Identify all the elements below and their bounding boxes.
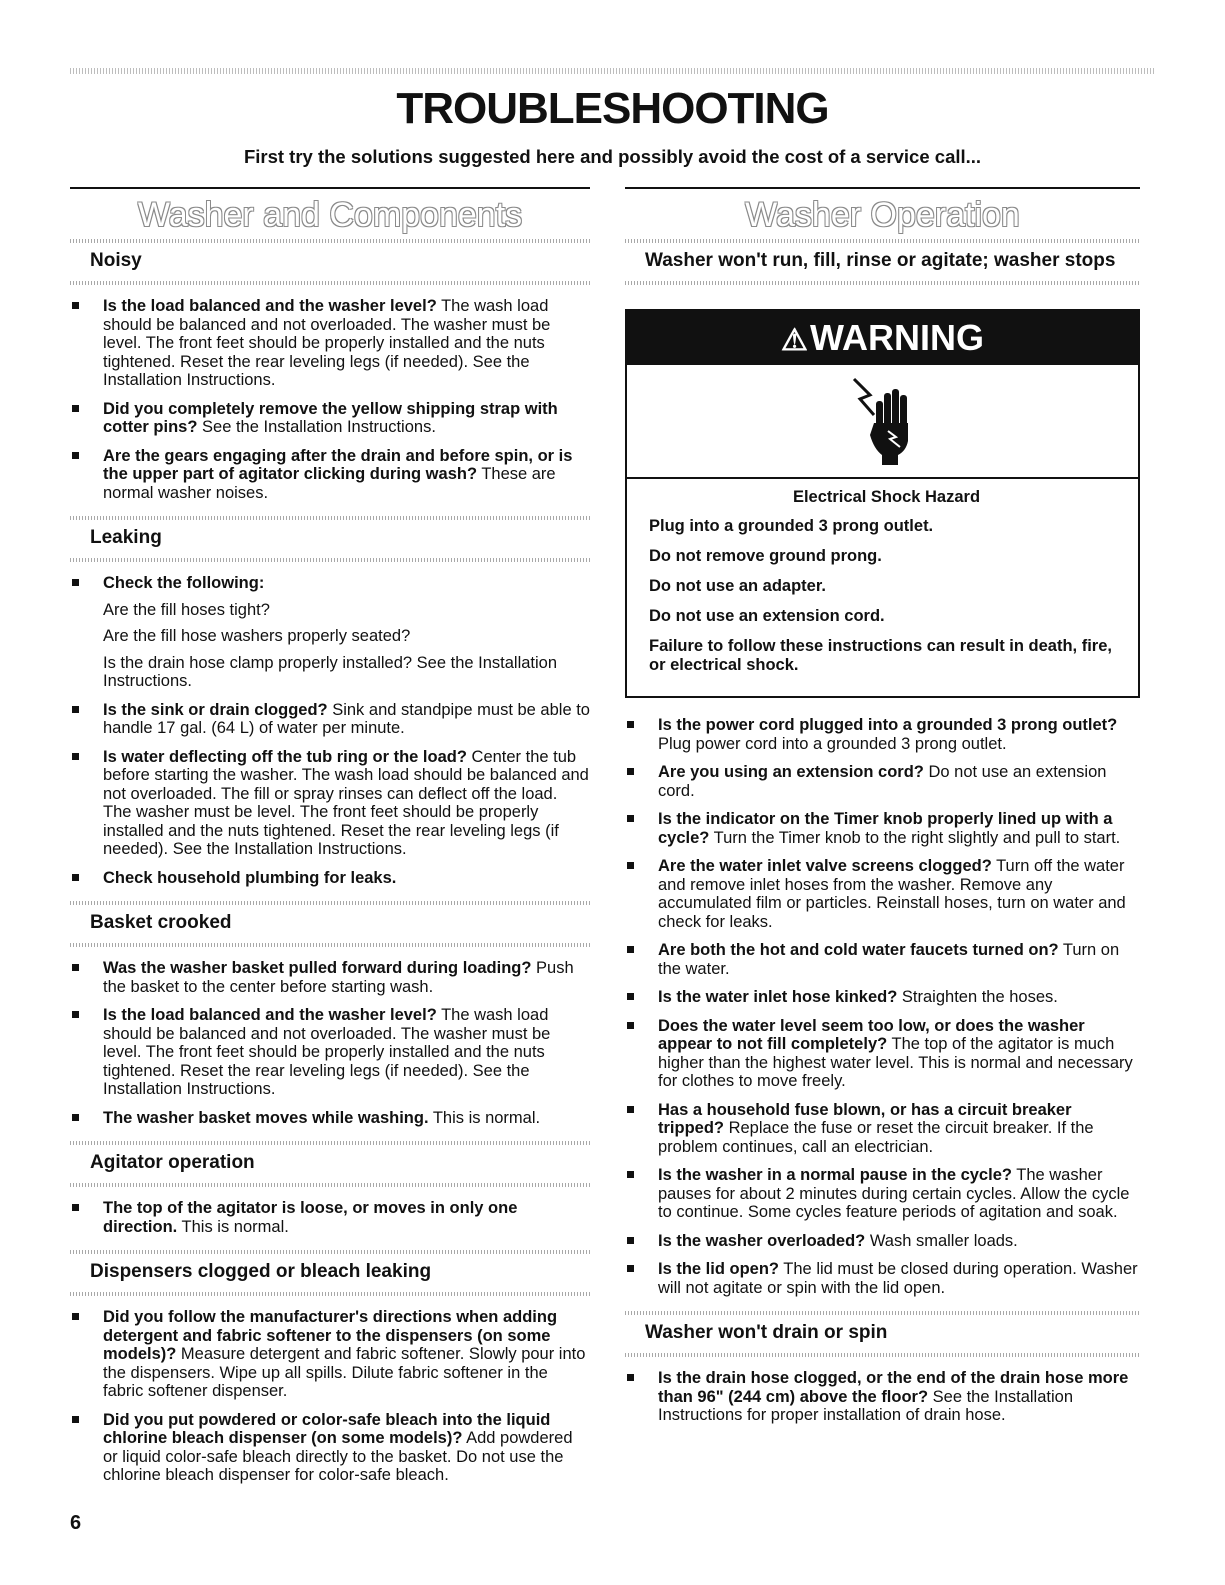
list-item <box>625 1101 1140 1157</box>
item-list <box>625 1369 1140 1425</box>
warning-line: Failure to follow these instructions can result in death, fire, or electrical shock. <box>649 637 1112 674</box>
item-question: Did you follow the manufacturer's directions when adding detergent and fabric softener to the dispensers (on some models)? <box>103 1308 558 1363</box>
item-answer: Straighten the hoses. <box>897 988 1058 1006</box>
item-answer: Turn off the water and remove inlet hoses from the washer. Remove any accumulated film or particles. Reinstall hoses, turn on water and check for leaks. <box>658 857 1126 931</box>
item-answer: The top of the agitator is much higher than the highest water level. This is normal and necessary for clothes to move freely. <box>658 1035 1133 1090</box>
item-question: Are both the hot and cold water faucets turned on? <box>658 941 1059 959</box>
subsection-heading: Dispensers clogged or bleach leaking <box>90 1261 432 1282</box>
item-sub-line: Are the fill hose washers properly seated? <box>103 627 411 645</box>
warning-body <box>627 479 1138 696</box>
list-item <box>70 701 590 738</box>
warning-triangle-icon: ⚠ <box>781 324 808 357</box>
item-list <box>70 1199 590 1236</box>
item-question: Check the following: <box>103 574 265 592</box>
subsection-heading: Noisy <box>90 250 142 271</box>
item-list <box>70 297 590 502</box>
item-sub-line: Are the fill hoses tight? <box>103 600 270 619</box>
list-item <box>70 748 590 859</box>
item-answer: Add powdered or liquid color-safe bleach directly to the basket. Do not use the chlorine bleach dispenser for color-safe bleach. <box>103 1429 573 1484</box>
warning-line: Do not use an extension cord. <box>649 607 885 625</box>
list-item <box>70 1006 590 1099</box>
item-answer: See the Installation Instructions for proper installation of drain hose. <box>658 1387 1073 1424</box>
item-question: Check household plumbing for leaks. <box>103 868 397 887</box>
list-item <box>70 1109 590 1128</box>
item-question: Is the washer in a normal pause in the cycle? <box>658 1166 1012 1184</box>
item-answer: Push the basket to the center before starting wash. <box>103 959 574 996</box>
subsection-heading: Washer won't run, fill, rinse or agitate; washer stops <box>645 250 1116 271</box>
item-question: Is the load balanced and the washer level? <box>103 297 437 315</box>
list-item <box>625 810 1140 847</box>
section-title: Washer Operation <box>745 196 1020 234</box>
subsection <box>70 901 590 1127</box>
item-question: Are the water inlet valve screens clogged? <box>658 857 992 875</box>
subsection-heading: Washer won't drain or spin <box>645 1322 888 1343</box>
dotted-rule <box>625 281 1140 285</box>
item-answer: Turn on the water. <box>658 941 1120 978</box>
item-answer: The wash load should be balanced and not overloaded. The washer must be level. The front feet should be properly installed and the nuts tightened. Reset the rear leveling legs (if needed). See the Installation Instructions. <box>103 1006 551 1098</box>
item-question: Is the water inlet hose kinked? <box>658 988 898 1006</box>
column-rule <box>70 187 590 189</box>
warning-header <box>627 311 1138 365</box>
list-item <box>70 1199 590 1236</box>
warning-line: Do not use an adapter. <box>649 577 826 595</box>
subsection-heading: Leaking <box>90 527 162 548</box>
item-answer: Wash smaller loads. <box>865 1231 1018 1250</box>
right-subsections <box>625 1311 1140 1425</box>
item-question: Are the gears engaging after the drain and before spin, or is the upper part of agitator clicking during wash? <box>103 446 573 483</box>
item-question: Did you completely remove the yellow shipping strap with cotter pins? <box>103 399 558 436</box>
subsection-heading: Agitator operation <box>90 1152 255 1173</box>
left-subsections <box>70 239 590 1485</box>
list-item <box>625 1017 1140 1091</box>
dotted-rule <box>70 1183 590 1187</box>
top-dotted-rule <box>70 68 1155 74</box>
subsection <box>70 516 590 887</box>
item-answer: Center the tub before starting the washer. The wash load should be balanced and not overloaded. The fill or spray rinses can deflect off the load. The washer must be level. The front feet should be properly installed and the nuts tightened. Reset the rear leveling legs (if needed). See the Installation Instructions. <box>103 747 589 858</box>
hazard-title: Electrical Shock Hazard <box>792 488 981 506</box>
dotted-rule <box>70 943 590 947</box>
list-item <box>625 1260 1140 1297</box>
item-question: Is the indicator on the Timer knob properly lined up with a cycle? <box>658 810 1113 847</box>
item-question: Is water deflecting off the tub ring or the load? <box>103 747 467 766</box>
list-item <box>625 1369 1140 1425</box>
electric-shock-hand-icon <box>848 375 918 467</box>
page-number: 6 <box>70 1512 82 1534</box>
item-list <box>625 716 1140 1297</box>
item-answer: Plug power cord into a grounded 3 prong outlet. <box>658 734 1007 753</box>
item-question: The top of the agitator is loose, or moves in only one direction. <box>103 1199 518 1236</box>
list-item <box>625 988 1140 1007</box>
item-question: Is the washer overloaded? <box>658 1231 866 1250</box>
item-answer: Replace the fuse or reset the circuit breaker. If the problem continues, call an electrician. <box>658 1119 1094 1156</box>
item-question: Was the washer basket pulled forward during loading? <box>103 959 532 977</box>
item-list <box>70 959 590 1127</box>
item-answer: This is normal. <box>177 1217 289 1236</box>
subsection <box>625 239 1140 1297</box>
warning-line: Plug into a grounded 3 prong outlet. <box>649 517 934 535</box>
list-item <box>625 1232 1140 1251</box>
dotted-rule <box>70 281 590 285</box>
warning-icon-area <box>627 365 1138 479</box>
dotted-rule <box>625 1353 1140 1357</box>
item-answer: Do not use an extension cord. <box>658 763 1107 800</box>
page-title: TROUBLESHOOTING <box>396 84 829 133</box>
subsection <box>70 1250 590 1485</box>
list-item <box>625 857 1140 931</box>
subsection <box>625 1311 1140 1425</box>
item-answer: Measure detergent and fabric softener. Slowly pour into the dispensers. Wipe up all spills. Dilute fabric softener in the fabric softener dispenser. <box>103 1345 586 1400</box>
item-answer: The lid must be closed during operation. Washer will not agitate or spin with the lid open. <box>658 1260 1138 1297</box>
item-answer: The washer pauses for about 2 minutes during certain cycles. Allow the cycle to continue. Some cycles feature periods of agitation and soak. <box>658 1166 1130 1221</box>
item-list <box>70 574 590 887</box>
item-question: Did you put powdered or color-safe bleach into the liquid chlorine bleach dispenser (on some models)? <box>103 1410 551 1447</box>
subsection <box>70 1141 590 1236</box>
left-column <box>70 187 590 1499</box>
list-item <box>70 447 590 503</box>
list-item <box>70 1411 590 1485</box>
page-subtitle: First try the solutions suggested here and possibly avoid the cost of a service call... <box>243 146 982 167</box>
item-question: Are you using an extension cord? <box>658 763 924 781</box>
subsection <box>70 239 590 502</box>
item-sub-line: Is the drain hose clamp properly installed? See the Installation Instructions. <box>103 653 558 690</box>
item-answer: Sink and standpipe must be able to handle 17 gal. (64 L) of water per minute. <box>103 700 590 737</box>
section-title: Washer and Components <box>137 196 523 234</box>
list-item <box>70 1308 590 1401</box>
list-item <box>70 959 590 996</box>
item-question: Does the water level seem too low, or does the washer appear to not fill completely? <box>658 1016 1085 1053</box>
list-item <box>625 1166 1140 1222</box>
list-item <box>625 763 1140 800</box>
item-list <box>70 1308 590 1485</box>
list-item <box>70 574 590 691</box>
list-item <box>625 941 1140 978</box>
item-answer: See the Installation Instructions. <box>197 418 436 436</box>
item-answer: Turn the Timer knob to the right slightly and pull to start. <box>709 828 1121 847</box>
right-column <box>625 187 1140 1439</box>
warning-label: WARNING <box>809 317 984 358</box>
item-question: Is the power cord plugged into a grounded 3 prong outlet? <box>658 716 1118 734</box>
item-question: The washer basket moves while washing. <box>103 1108 429 1127</box>
item-sub-lines <box>103 601 590 691</box>
dotted-rule <box>70 1292 590 1296</box>
column-rule <box>625 187 1140 189</box>
warning-box <box>625 309 1140 698</box>
warning-line: Do not remove ground prong. <box>649 547 882 565</box>
item-question: Has a household fuse blown, or has a circuit breaker tripped? <box>658 1100 1072 1137</box>
list-item <box>70 400 590 437</box>
item-question: Is the load balanced and the washer level? <box>103 1006 437 1024</box>
item-answer: This is normal. <box>428 1108 541 1127</box>
item-question: Is the sink or drain clogged? <box>103 700 328 719</box>
item-question: Is the lid open? <box>658 1260 780 1278</box>
item-answer: These are normal washer noises. <box>103 465 556 502</box>
item-question: Is the drain hose clogged, or the end of the drain hose more than 96" (244 cm) above the floor? <box>658 1369 1129 1406</box>
dotted-rule <box>70 558 590 562</box>
item-answer: The wash load should be balanced and not overloaded. The washer must be level. The front feet should be properly installed and the nuts tightened. Reset the rear leveling legs (if needed). See the Installation Instructions. <box>103 297 551 389</box>
subsection-heading: Basket crooked <box>90 912 232 933</box>
list-item <box>625 716 1140 753</box>
list-item <box>70 869 590 888</box>
list-item <box>70 297 590 390</box>
